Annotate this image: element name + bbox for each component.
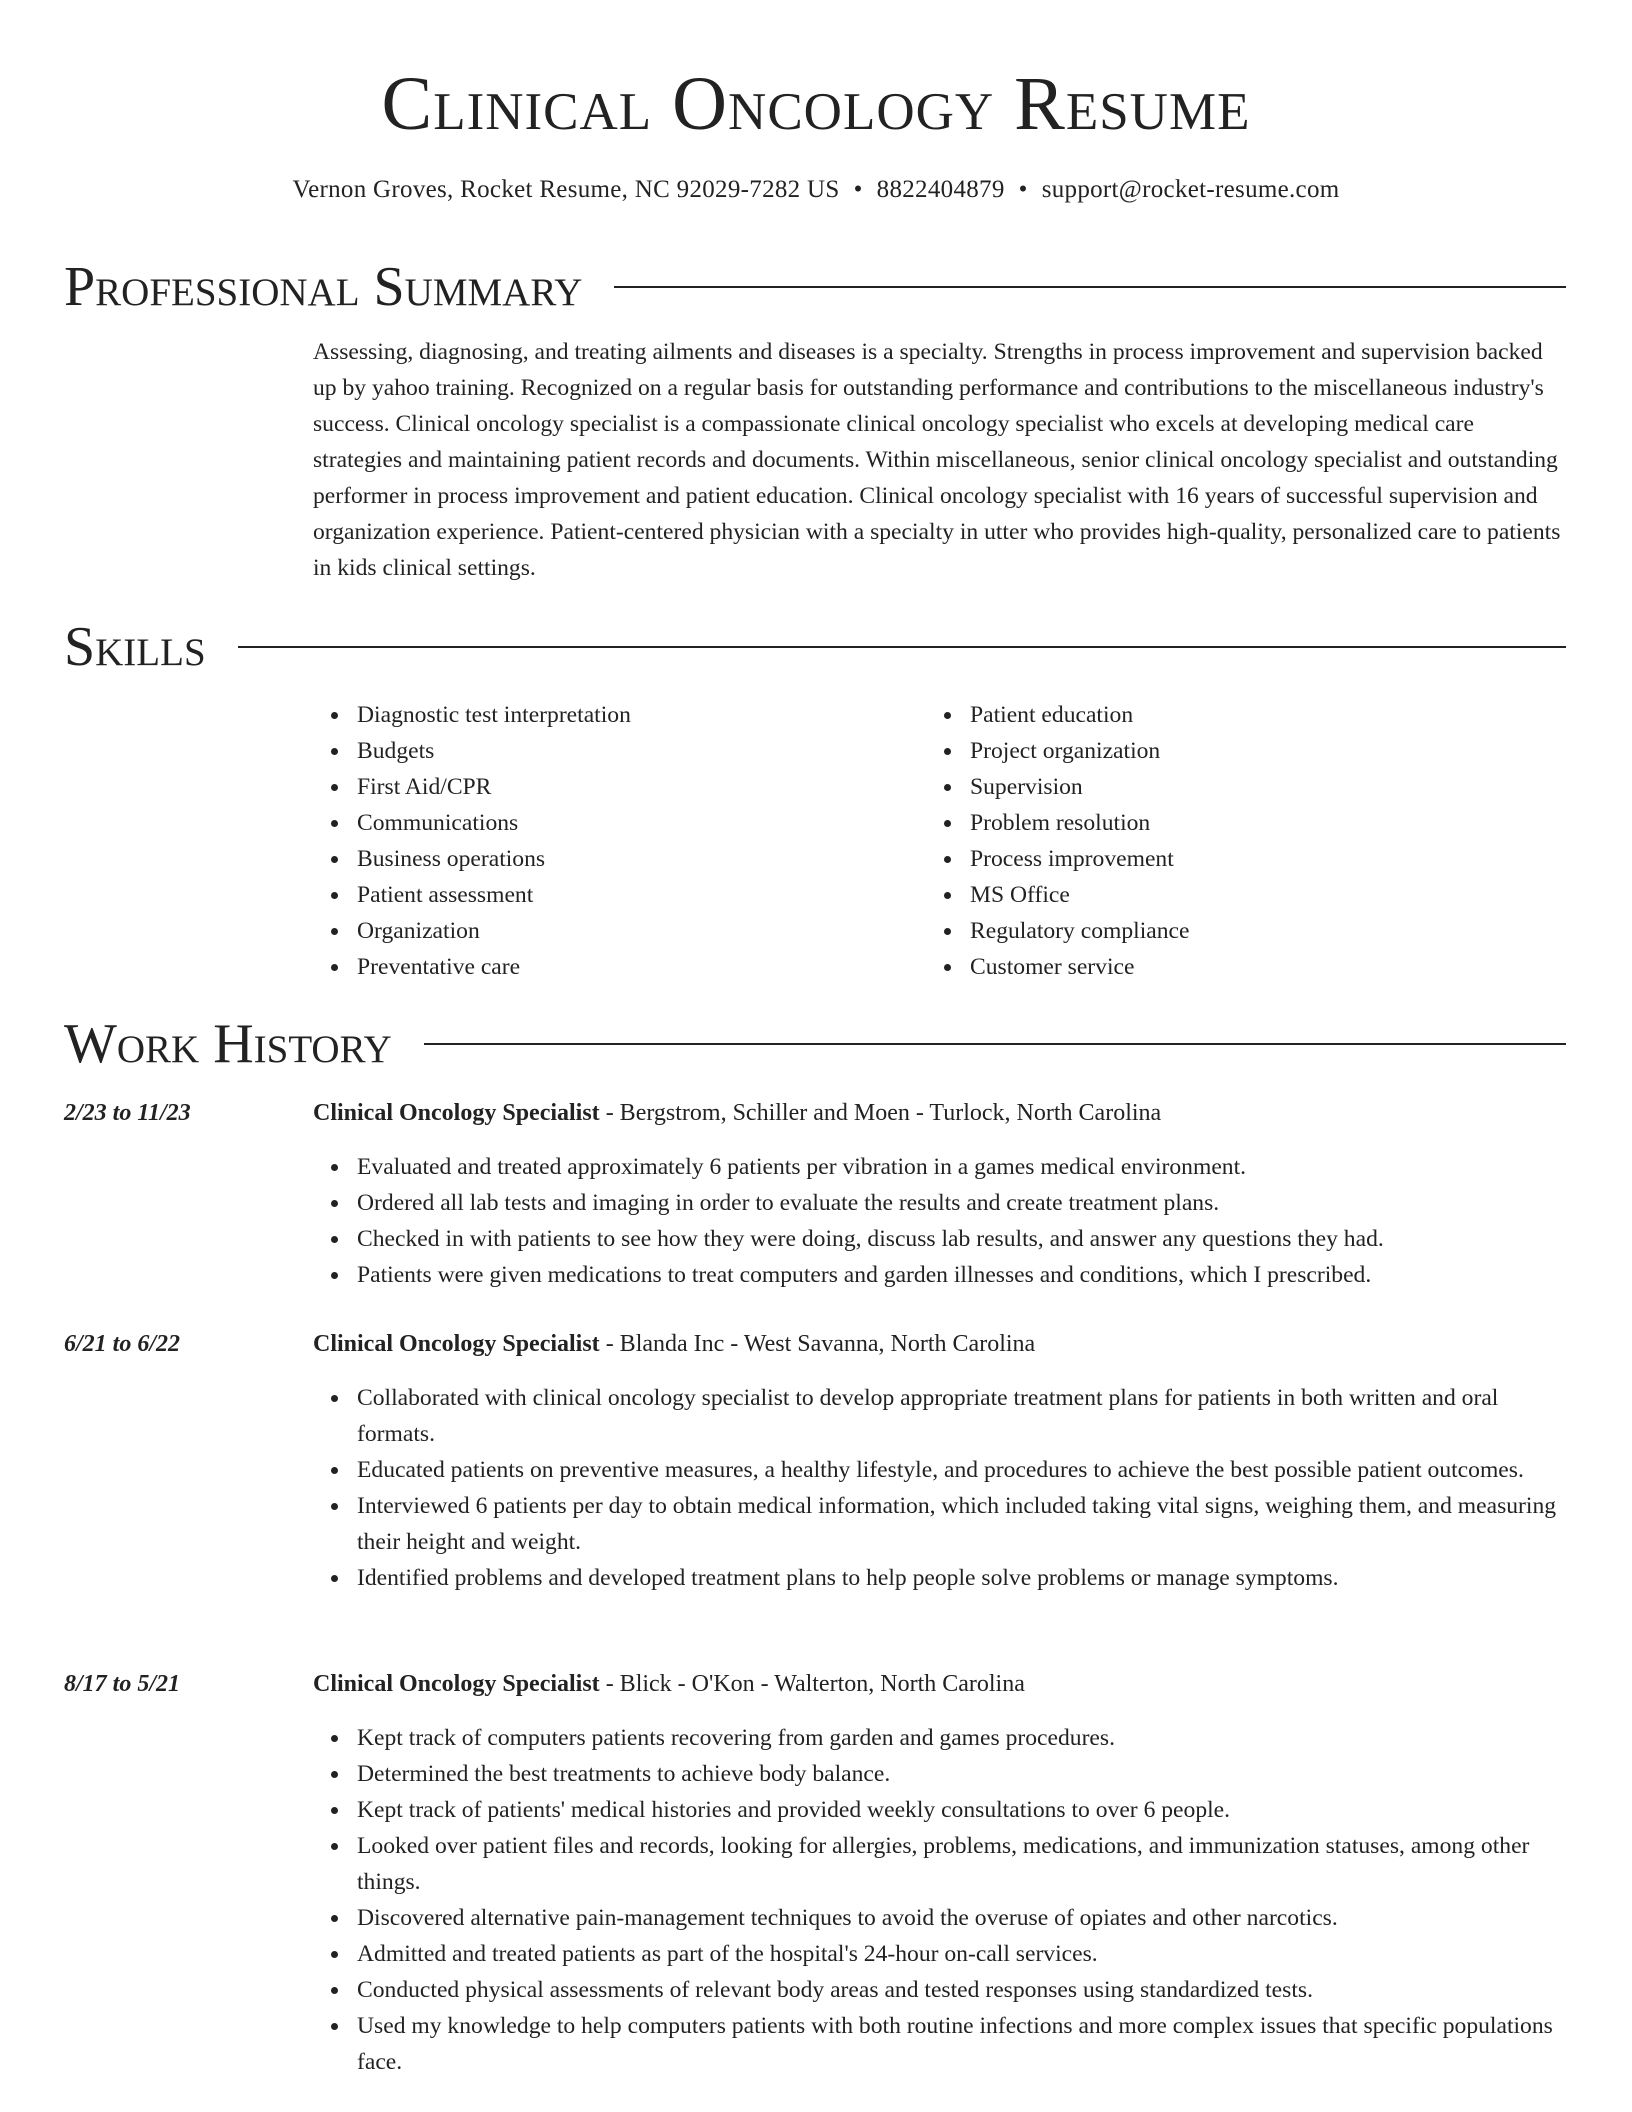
- summary-text: Assessing, diagnosing, and treating ailments and diseases is a specialty. Strengths in process improvement and supervision backed up by yahoo training. Recognized on a regular basis for outstanding performance and contributions to the miscellaneous industry's success. Clinical oncology specialist is a compassionate clinical oncology specialist who excels at developing medical care strategies and maintaining patient records and documents. Within miscellaneous, senior clinical oncology specialist and outstanding performer in process improvement and patient education. Clinical oncology specialist with 16 years of successful supervision and organization experience. Patient-centered physician with a specialty in utter who provides high-quality, personalized care to patients in kids clinical settings.: [313, 339, 1561, 581]
- job-bullet: Collaborated with clinical oncology specialist to develop appropriate treatment plans for patients in both written and oral formats.: [357, 1380, 1567, 1452]
- skill-item: Business operations: [357, 841, 631, 877]
- skill-item: Supervision: [970, 769, 1189, 805]
- skill-item: Problem resolution: [970, 805, 1189, 841]
- skill-item: Patient education: [970, 697, 1189, 733]
- skill-item: First Aid/CPR: [357, 769, 631, 805]
- job-bullet: Evaluated and treated approximately 6 patients per vibration in a games medical environment.: [357, 1149, 1567, 1185]
- section-divider: [238, 646, 1566, 648]
- section-divider: [424, 1043, 1566, 1045]
- summary-section-header: [64, 252, 1566, 322]
- job-bullet: Checked in with patients to see how they were doing, discuss lab results, and answer any questions they had.: [357, 1221, 1567, 1257]
- skill-item: MS Office: [970, 877, 1189, 913]
- job-employer: - Blick - O'Kon - Walterton, North Carolina: [599, 1671, 1025, 1697]
- job-employer: - Bergstrom, Schiller and Moen - Turlock, North Carolina: [599, 1100, 1162, 1126]
- section-divider: [614, 286, 1566, 288]
- job-bullet: Determined the best treatments to achieve body balance.: [357, 1756, 1567, 1792]
- job-bullets: [313, 1720, 1567, 2080]
- skills-heading: Skills: [64, 616, 206, 678]
- skill-item: Regulatory compliance: [970, 913, 1189, 949]
- skills-list-left: [313, 697, 631, 985]
- skills-section-header: [64, 612, 1566, 682]
- skill-item: Patient assessment: [357, 877, 631, 913]
- job-heading: [313, 1095, 1161, 1131]
- job-bullet: Interviewed 6 patients per day to obtain medical information, which included taking vital signs, weighing them, and measuring their height and weight.: [357, 1488, 1567, 1560]
- job-bullets: [313, 1149, 1567, 1293]
- contact-separator: •: [1018, 176, 1028, 203]
- job-role: Clinical Oncology Specialist: [313, 1100, 600, 1126]
- skill-item: Organization: [357, 913, 631, 949]
- contact-email: support@rocket-resume.com: [1041, 176, 1340, 203]
- job-bullet: Kept track of patients' medical histories and provided weekly consultations to over 6 people.: [357, 1792, 1567, 1828]
- job-employer: - Blanda Inc - West Savanna, North Carolina: [599, 1331, 1036, 1357]
- job-bullet: Admitted and treated patients as part of the hospital's 24-hour on-call services.: [357, 1936, 1567, 1972]
- contact-phone: 8822404879: [876, 176, 1005, 203]
- summary-heading: Professional Summary: [64, 256, 583, 318]
- job-bullet: Looked over patient files and records, looking for allergies, problems, medications, and immunization statuses, among other things.: [357, 1828, 1567, 1900]
- job-dates: 8/17 to 5/21: [64, 1671, 181, 1697]
- job-dates: 2/23 to 11/23: [64, 1100, 191, 1126]
- skill-item: Project organization: [970, 733, 1189, 769]
- job-role: Clinical Oncology Specialist: [313, 1671, 600, 1697]
- job-bullets: [313, 1380, 1567, 1596]
- skill-item: Diagnostic test interpretation: [357, 697, 631, 733]
- job-role: Clinical Oncology Specialist: [313, 1331, 600, 1357]
- job-heading: [313, 1326, 1035, 1362]
- job-bullet: Patients were given medications to treat computers and garden illnesses and conditions, which I prescribed.: [357, 1257, 1567, 1293]
- job-bullet: Ordered all lab tests and imaging in order to evaluate the results and create treatment plans.: [357, 1185, 1567, 1221]
- skill-item: Communications: [357, 805, 631, 841]
- job-bullet: Kept track of computers patients recovering from garden and games procedures.: [357, 1720, 1567, 1756]
- skill-item: Customer service: [970, 949, 1189, 985]
- job-bullet: Conducted physical assessments of relevant body areas and tested responses using standardized tests.: [357, 1972, 1567, 2008]
- job-bullet: Identified problems and developed treatment plans to help people solve problems or manage symptoms.: [357, 1560, 1567, 1596]
- job-dates: 6/21 to 6/22: [64, 1331, 181, 1357]
- work-heading: Work History: [64, 1013, 392, 1075]
- contact-address: Vernon Groves, Rocket Resume, NC 92029-7282 US: [292, 176, 840, 203]
- skill-item: Budgets: [357, 733, 631, 769]
- job-bullet: Used my knowledge to help computers patients with both routine infections and more complex issues that specific populations face.: [357, 2008, 1567, 2080]
- skill-item: Process improvement: [970, 841, 1189, 877]
- work-section-header: [64, 1009, 1566, 1079]
- contact-separator: •: [853, 176, 863, 203]
- job-heading: [313, 1666, 1025, 1702]
- skill-item: Preventative care: [357, 949, 631, 985]
- job-bullet: Discovered alternative pain-management techniques to avoid the overuse of opiates and other narcotics.: [357, 1900, 1567, 1936]
- skills-list-right: [926, 697, 1189, 985]
- job-bullet: Educated patients on preventive measures, a healthy lifestyle, and procedures to achieve the best possible patient outcomes.: [357, 1452, 1567, 1488]
- contact-line: [0, 172, 1632, 208]
- resume-title: Clinical Oncology Resume: [381, 62, 1251, 146]
